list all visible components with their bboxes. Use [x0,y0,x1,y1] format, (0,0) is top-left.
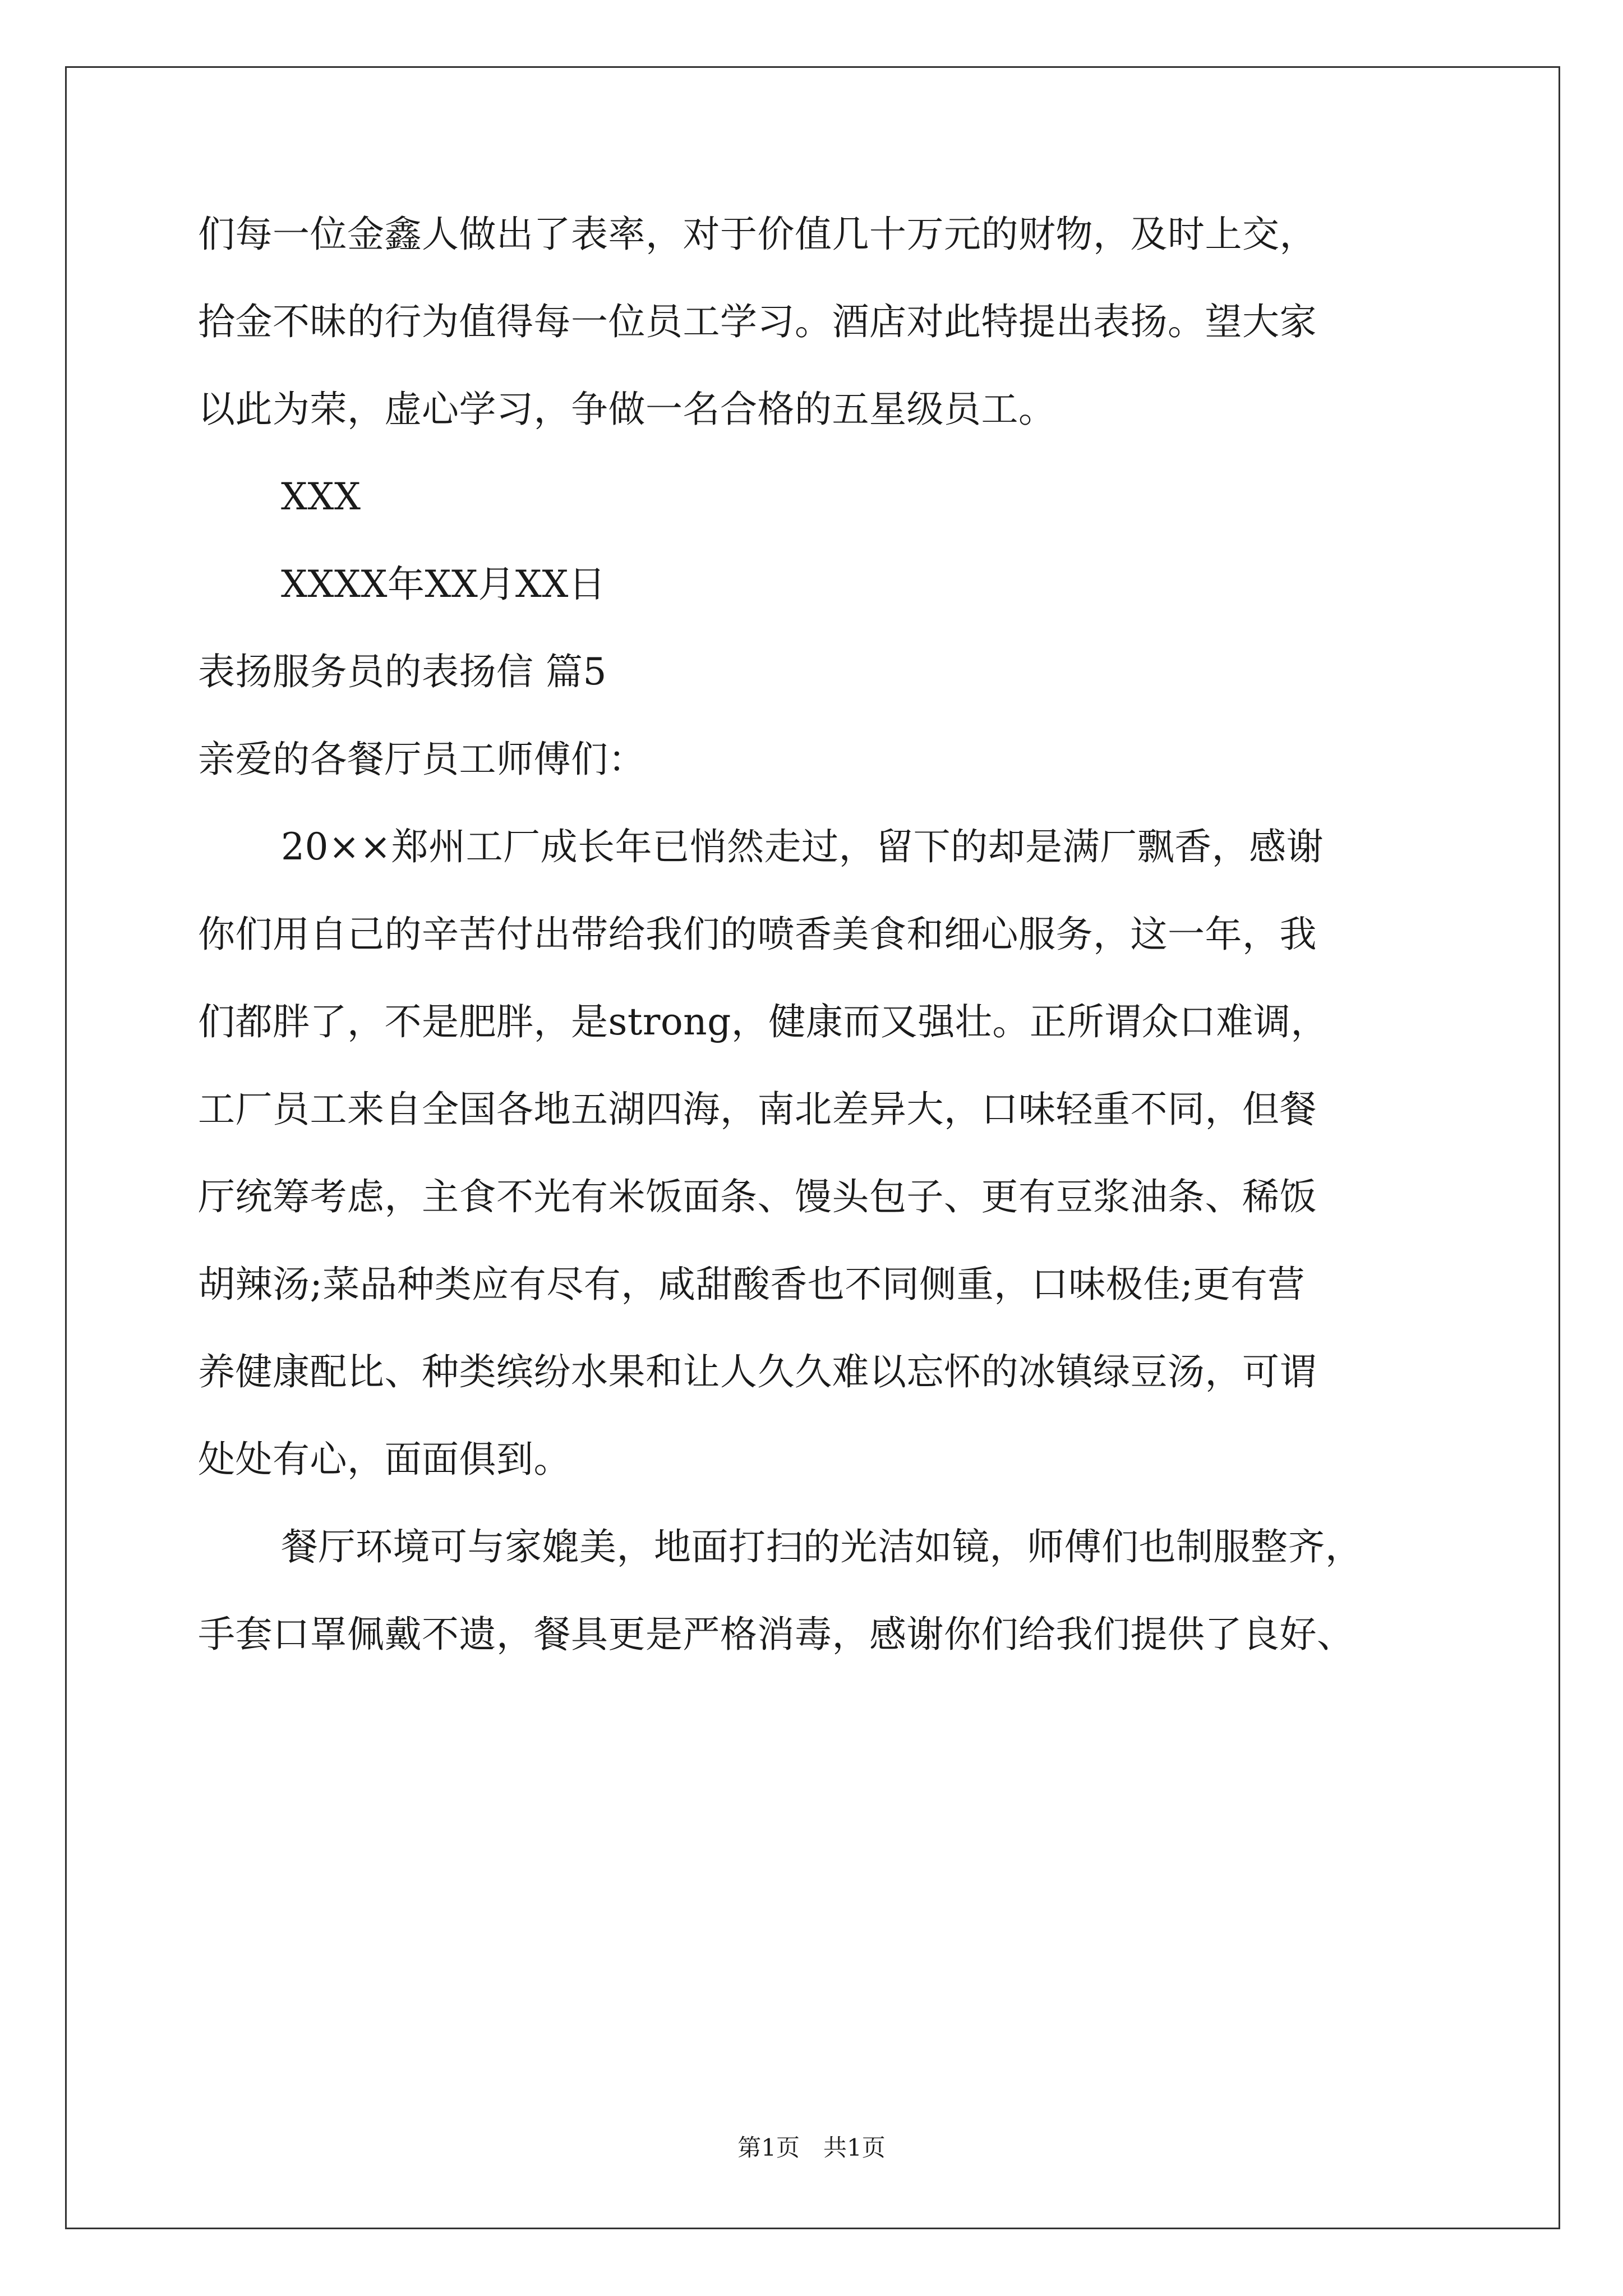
text-line: 以此为荣，虚心学习，争做一名合格的五星级员工。 [198,388,1056,431]
page-footer: 第1页 共1页 [737,2134,886,2161]
text-line: 养健康配比、种类缤纷水果和让人久久难以忘怀的冰镇绿豆汤，可谓 [198,1350,1317,1393]
text-line: 们都胖了，不是肥胖，是strong，健康而又强壮。正所谓众口难调， [198,1000,1328,1043]
text-line: 20××郑州工厂成长年已悄然走过，留下的却是满厂飘香，感谢 [281,825,1324,868]
signature-date: XXXX年XX月XX日 [281,563,606,606]
text-line: 你们用自己的辛苦付出带给我们的喷香美食和细心服务，这一年，我 [198,913,1317,956]
salutation: 亲爱的各餐厅员工师傅们： [198,738,645,781]
text-line: 拾金不昧的行为值得每一位员工学习。酒店对此特提出表扬。望大家 [198,300,1317,343]
text-line: 胡辣汤;菜品种类应有尽有，咸甜酸香也不同侧重，口味极佳;更有营 [198,1263,1305,1306]
text-line: 餐厅环境可与家媲美，地面打扫的光洁如镜，师傅们也制服整齐， [281,1525,1363,1568]
text-line: 处处有心，面面俱到。 [198,1438,571,1481]
text-line: 们每一位金鑫人做出了表率，对于价值几十万元的财物，及时上交， [198,213,1317,256]
text-line: 厅统筹考虑，主食不光有米饭面条、馒头包子、更有豆浆油条、稀饭 [198,1175,1317,1218]
signature-name: XXX [281,475,361,518]
text-line: 工厂员工来自全国各地五湖四海，南北差异大，口味轻重不同，但餐 [198,1088,1317,1131]
section-heading: 表扬服务员的表扬信 篇5 [198,650,607,693]
text-line: 手套口罩佩戴不遗，餐具更是严格消毒，感谢你们给我们提供了良好、 [198,1613,1354,1656]
